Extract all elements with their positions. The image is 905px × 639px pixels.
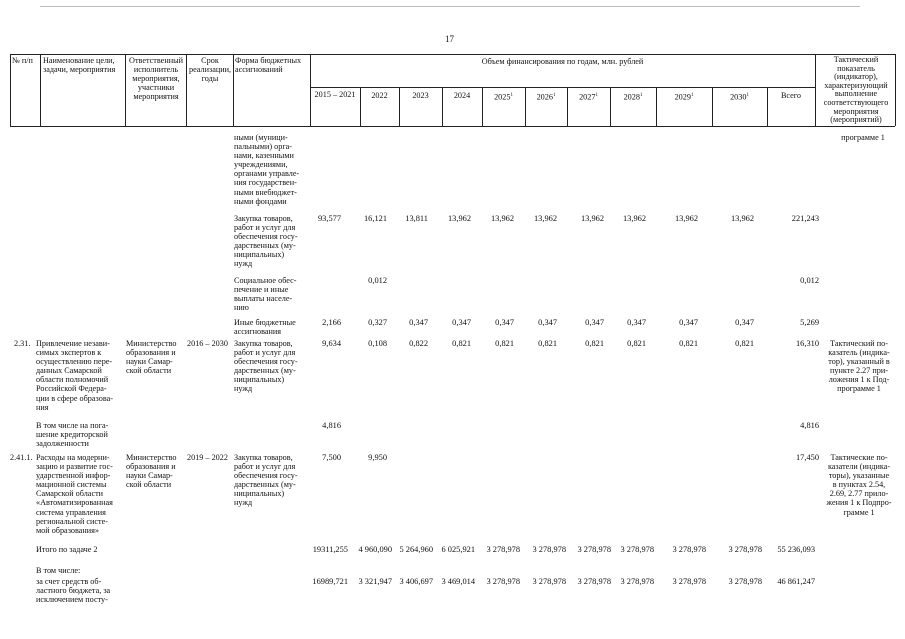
row3-form: Иные бюджетные ассигнования xyxy=(234,318,296,337)
header-volume: Объем финансирования по годам, млн. рублей xyxy=(481,57,644,66)
row0-form: ными (муници- пальными) орга- нами, казенными учреждениями, органами управле- ния государствен- ными внебюджет- ными фондами xyxy=(234,133,300,206)
row6-tactic: Тактические по- казатели (индика- торы), указанные в пунктах 2.54, 2.69, 2.77 прило- жения 1 к Подпро- грамме 1 xyxy=(826,453,892,517)
year-2027: 2027$^1$ xyxy=(579,92,598,102)
row6-form: Закупка товаров, работ и услуг для обеспечения госу- дарственных (му- ниципальных) нужд xyxy=(234,453,298,508)
years-divider xyxy=(310,87,815,88)
row4-name: Привлечение незави- симых экспертов к осуществлению пере- данных Самарской области полномочий Российской Федера- ции в сфере образова- ния xyxy=(36,339,113,412)
year-2025: 2025$^1$ xyxy=(494,92,513,102)
row1-form: Закупка товаров, работ и услуг для обеспечения госу- дарственных (му- ниципальных) нужд xyxy=(234,214,298,269)
row2-value-total: 0,012 xyxy=(800,276,819,285)
row5-value-total: 4,816 xyxy=(800,421,819,430)
header-term: Срок реализации, годы xyxy=(188,56,232,83)
header-top-border xyxy=(10,54,895,55)
header-responsible: Ответственный исполнитель мероприятия, участники мероприятия xyxy=(129,56,183,101)
row0-tactic: программе 1 xyxy=(841,133,885,142)
row4-number: 2.31. xyxy=(14,339,31,348)
row5-name: В том числе на пога- шение кредиторской задолженности xyxy=(36,421,109,449)
row6-responsible: Министерство образования и науки Самар- ской области xyxy=(126,453,177,490)
header-form: Форма бюджетных ассигнований xyxy=(235,56,302,74)
year-2024: 2024 xyxy=(453,91,471,100)
year-2028: 2028$^1$ xyxy=(623,92,643,102)
header-name: Наименование цели, задачи, мероприятия xyxy=(43,56,116,74)
row6-value-2015: 7,500 xyxy=(322,453,341,462)
row4-term: 2016 – 2030 xyxy=(187,339,228,348)
header-tactic: Тактический показатель (индикатор), характеризующий выполнение соответствующего мероприятия (мероприятий) xyxy=(823,55,889,125)
row4-responsible: Министерство образования и науки Самар- ской области xyxy=(126,339,177,376)
row9-name: за счет средств об- ластного бюджета, за исключением посту- xyxy=(36,577,111,605)
year-2029: 2029$^1$ xyxy=(674,92,694,102)
row6-name: Расходы на модерни- зацию и развитие гос- ударственной инфор- мационной системы Самарской области «Автоматизированная система управления региональной систе- мой образования» xyxy=(36,453,113,535)
header-bottom-border xyxy=(10,126,895,127)
row4-tactic: Тактический по- казатель (индика- тор), указанный в пункте 2.27 при- ложения 1 к Под- программе 1 xyxy=(828,339,890,394)
row5-value-2015: 4,816 xyxy=(322,421,341,430)
row8-name: В том числе: xyxy=(36,566,81,575)
row2-value-2022: 0,012 xyxy=(368,276,387,285)
row7-name: Итого по задаче 2 xyxy=(36,545,98,554)
row4-form: Закупка товаров, работ и услуг для обеспечения госу- дарственных (му- ниципальных) нужд xyxy=(234,339,298,394)
row6-value-2022: 9,950 xyxy=(368,453,387,462)
page-number: 17 xyxy=(445,34,454,44)
year-2030: 2030$^1$ xyxy=(730,92,749,102)
year-2022: 2022 xyxy=(371,91,388,100)
row6-value-total: 17,450 xyxy=(795,453,819,462)
year-2023: 2023 xyxy=(412,91,429,100)
table-header xyxy=(10,54,905,126)
year-2026: 2026$^1$ xyxy=(536,92,556,102)
row6-number: 2.41.1. xyxy=(10,453,33,462)
top-rule xyxy=(40,6,860,7)
year-2015-2021: 2015 – 2021 xyxy=(314,90,356,99)
year-total: Всего xyxy=(780,91,802,100)
row6-term: 2019 – 2022 xyxy=(187,453,228,462)
row2-form: Социальное обес- печение и иные выплаты населе- нию xyxy=(234,276,297,313)
header-number: № п/п xyxy=(12,56,33,65)
